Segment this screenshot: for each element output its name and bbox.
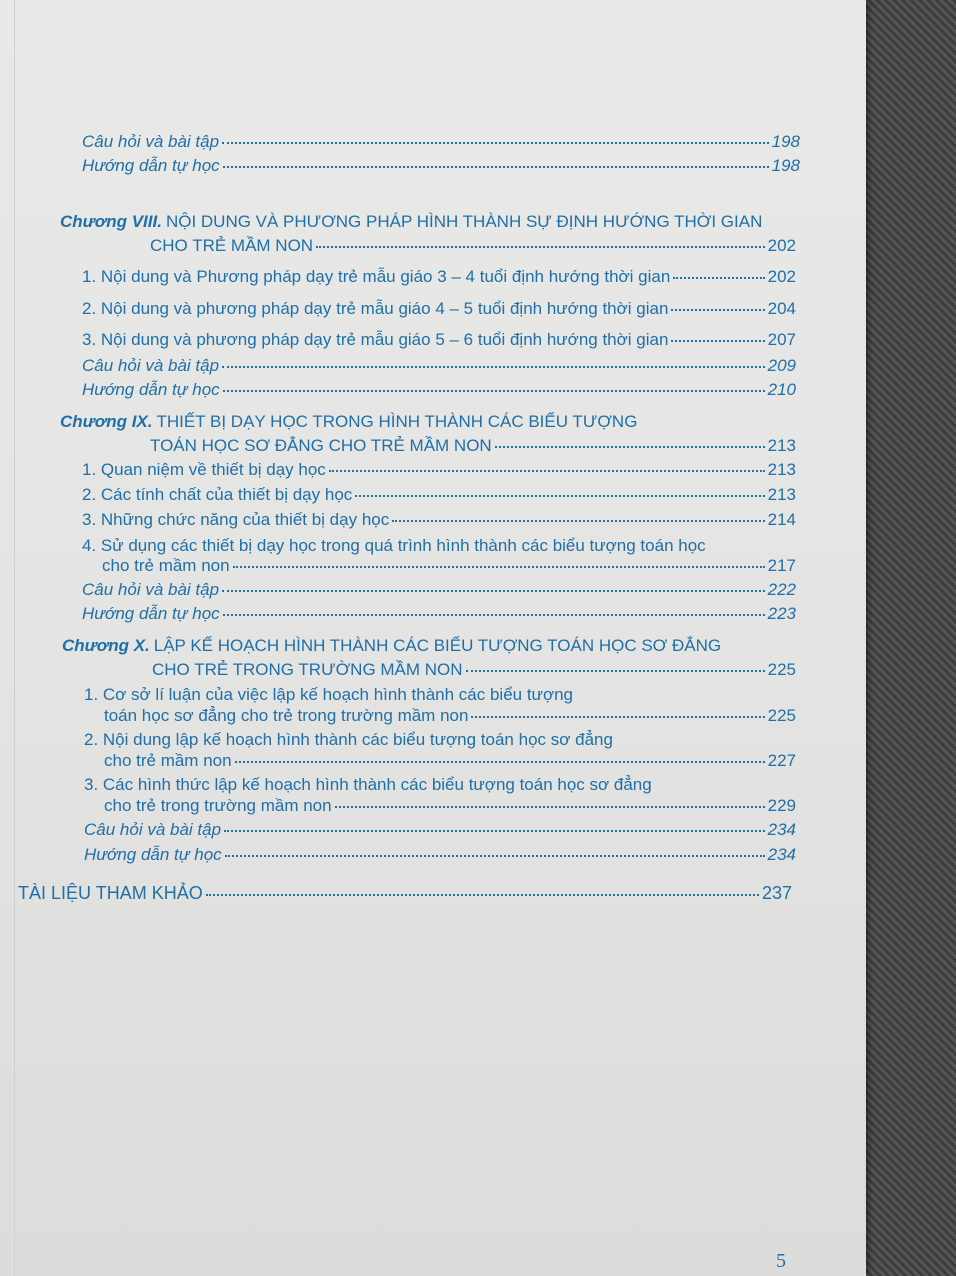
toc-entry-self-study[interactable]: Hướng dẫn tự học 198 [82,156,800,175]
toc-entry-self-study[interactable]: Hướng dẫn tự học 223 [82,604,796,623]
toc-entry-line1[interactable]: 4. Sử dụng các thiết bị dạy học trong quá trình hình thành các biểu tượng toán học [82,536,706,555]
chapter-10-heading-line2[interactable]: CHO TRẺ TRONG TRƯỜNG MẦM NON 225 [152,660,796,679]
chapter-9-heading-line2[interactable]: TOÁN HỌC SƠ ĐẲNG CHO TRẺ MẦM NON 213 [150,436,796,455]
toc-entry-line1[interactable]: 2. Nội dung lập kế hoạch hình thành các biểu tượng toán học sơ đẳng [84,730,613,749]
toc-entry-line2[interactable]: toán học sơ đẳng cho trẻ trong trường mầm non 225 [104,706,796,725]
toc-entry-line1[interactable]: 1. Cơ sở lí luận của việc lập kế hoạch hình thành các biểu tượng [84,685,573,704]
toc-entry-questions[interactable]: Câu hỏi và bài tập 198 [82,132,800,151]
toc-entry-line2[interactable]: cho trẻ trong trường mầm non 229 [104,796,796,815]
toc-entry[interactable]: 1. Nội dung và Phương pháp dạy trẻ mẫu giáo 3 – 4 tuổi định hướng thời gian 202 [82,267,796,286]
toc-entry[interactable]: 3. Những chức năng của thiết bị dạy học 214 [82,510,796,529]
chapter-8-heading[interactable]: Chương VIII. NỘI DUNG VÀ PHƯƠNG PHÁP HÌNH THÀNH SỰ ĐỊNH HƯỚNG THỜI GIAN [60,212,763,231]
chapter-8-heading-line2[interactable]: CHO TRẺ MẦM NON 202 [150,236,796,255]
page-number: 5 [776,1250,786,1272]
chapter-10-heading[interactable]: Chương X. LẬP KẾ HOẠCH HÌNH THÀNH CÁC BIỂU TƯỢNG TOÁN HỌC SƠ ĐẲNG [62,636,722,655]
toc-entry[interactable]: 2. Nội dung và phương pháp dạy trẻ mẫu giáo 4 – 5 tuổi định hướng thời gian 204 [82,299,796,318]
toc-entry-questions[interactable]: Câu hỏi và bài tập 222 [82,580,796,599]
toc-entry[interactable]: 3. Nội dung và phương pháp dạy trẻ mẫu giáo 5 – 6 tuổi định hướng thời gian 207 [82,330,796,349]
toc-entry-line2[interactable]: cho trẻ mầm non 227 [104,751,796,770]
toc-entry-questions[interactable]: Câu hỏi và bài tập 209 [82,356,796,375]
toc-entry-line2[interactable]: cho trẻ mầm non 217 [102,556,796,575]
toc-entry-line1[interactable]: 3. Các hình thức lập kế hoạch hình thành các biểu tượng toán học sơ đẳng [84,775,652,794]
toc-entry-self-study[interactable]: Hướng dẫn tự học 210 [82,380,796,399]
toc-entry[interactable]: 1. Quan niệm về thiết bị dạy học 213 [82,460,796,479]
chapter-9-heading[interactable]: Chương IX. THIẾT BỊ DẠY HỌC TRONG HÌNH THÀNH CÁC BIỂU TƯỢNG [60,412,638,431]
toc-entry-questions[interactable]: Câu hỏi và bài tập 234 [84,820,796,839]
toc-entry[interactable]: 2. Các tính chất của thiết bị dạy học 213 [82,485,796,504]
toc-entry-self-study[interactable]: Hướng dẫn tự học 234 [84,845,796,864]
toc-entry-references[interactable]: TÀI LIỆU THAM KHẢO 237 [18,883,792,903]
